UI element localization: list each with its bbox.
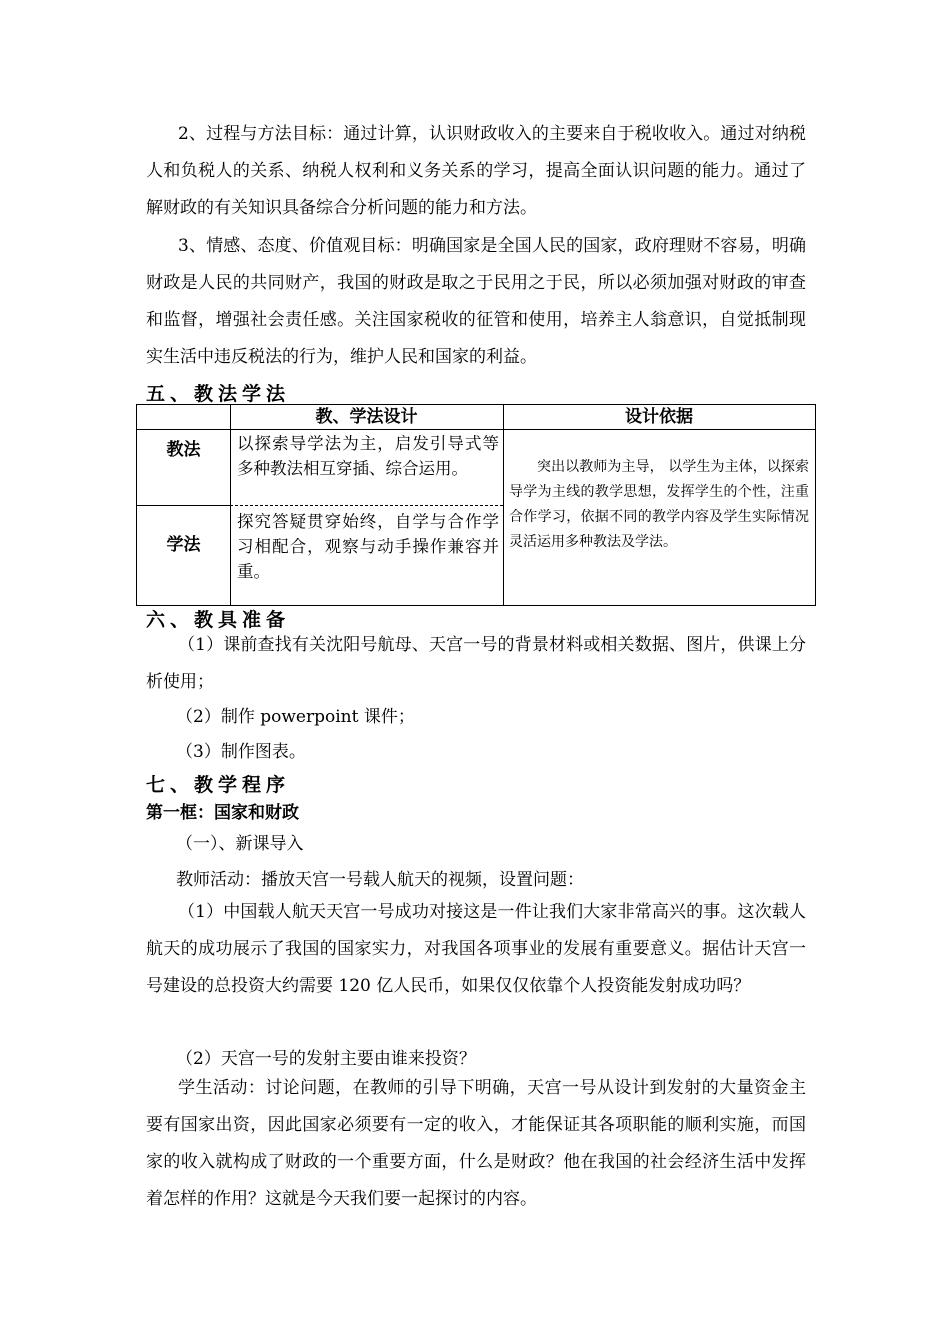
section-heading-procedure: 七、教学程序 [146,774,291,796]
teacher-activity: 教师活动：播放天宫一号载人航天的视频，设置问题： [176,870,584,890]
table-divider [503,405,504,605]
paragraph-emotion-value-goal: 3、情感、态度、价值观目标：明确国家是全国人民的国家，政府理财不容易，明确财政是人民的共同财产，我国的财政是取之于民用之于民，所以必须加强对财政的审查和监督，增强社会责任感。关注国家税收的征管和使用，培养主人翁意识，自觉抵制现实生活中违反税法的行为，维护人民和国家的利益。 [146,236,806,367]
teaching-aid-item-2: （2）制作 powerpoint 课件； [176,707,415,727]
section-heading-methods: 五、教法学法 [146,383,291,405]
table-row-label-learning: 学法 [166,535,201,555]
sub-heading-intro: （一）、新课导入 [176,834,304,854]
table-row-label-teaching: 教法 [166,440,201,460]
question-2: （2）天宫一号的发射主要由谁来投资？ [176,1049,476,1069]
frame-title: 第一框：国家和财政 [146,803,299,823]
question-1: （1）中国载人航天天宫一号成功对接这是一件让我们大家非常高兴的事。这次载人航天的成功展示了我国的国家实力，对我国各项事业的发展有重要意义。据估计天宫一号建设的总投资大约需要 120 亿人民币，如果仅仅依靠个人投资能发射成功吗？ [146,902,806,996]
teaching-aid-item-3: （3）制作图表。 [176,742,306,762]
teaching-aid-item-1: （1）课前查找有关沈阳号航母、天宫一号的背景材料或相关数据、图片，供课上分析使用； [146,635,806,692]
methods-table [136,404,816,606]
section-heading-teaching-aids: 六、教具准备 [146,609,291,631]
table-cell-learning-method: 探究答疑贯穿始终，自学与合作学习相配合，观察与动手操作兼容并重。 [237,512,499,581]
table-divider-dashed [230,505,503,506]
table-header-basis: 设计依据 [625,407,693,427]
table-divider [137,505,230,506]
table-divider [137,429,815,430]
table-cell-design-basis: 突出以教师为主导， 以学生为主体，以探索导学为主线的教学思想，发挥学生的个性，注重合作学习，依据不同的教学内容及学生实际情况灵活运用多种教法及学法。 [509,459,809,550]
paragraph-process-method-goal: 2、过程与方法目标：通过计算，认识财政收入的主要来自于税收收入。通过对纳税人和负税人的关系、纳税人权利和义务关系的学习，提高全面认识问题的能力。通过了解财政的有关知识具备综合分析问题的能力和方法。 [146,124,806,218]
student-activity: 学生活动：讨论问题，在教师的引导下明确，天宫一号从设计到发射的大量资金主要有国家出资，因此国家必须要有一定的收入，才能保证其各项职能的顺利实施，而国家的收入就构成了财政的一个重要方面，什么是财政？他在我国的社会经济生活中发挥着怎样的作用？这就是今天我们要一起探讨的内容。 [146,1078,806,1209]
table-cell-teaching-method: 以探索导学法为主，启发引导式等多种教法相互穿插、综合运用。 [237,434,499,478]
table-header-design: 教、学法设计 [315,407,418,427]
